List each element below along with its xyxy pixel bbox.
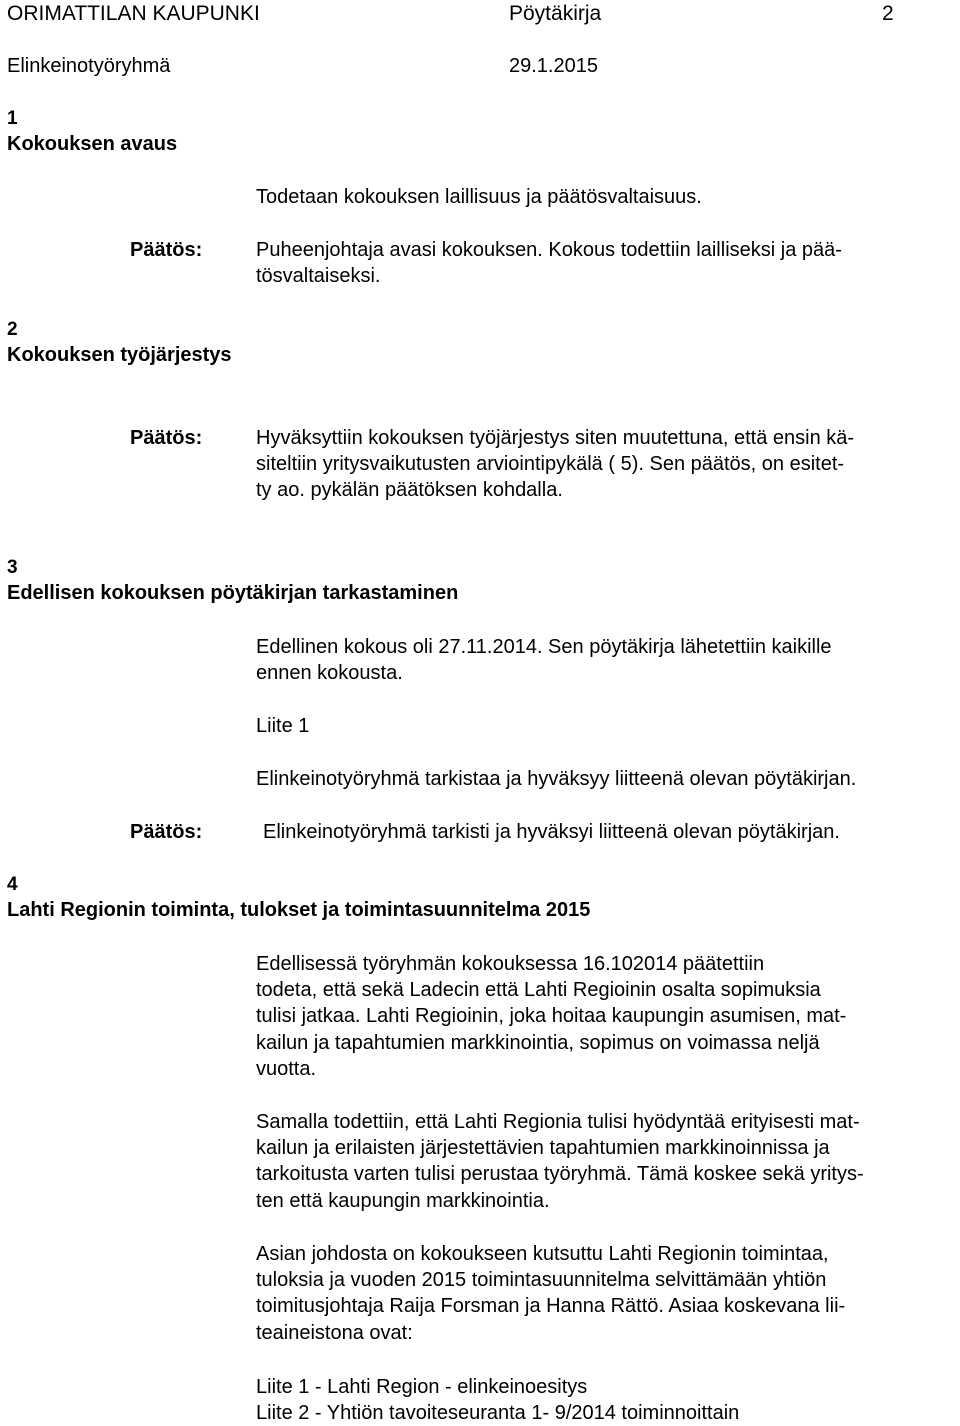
text-line: tösvaltaiseksi. — [256, 265, 381, 288]
section-3-decision-label: Päätös: — [130, 821, 203, 843]
text-line: Puheenjohtaja avasi kokouksen. Kokous todettiin lailliseksi ja pää- — [256, 239, 842, 261]
text-line: siteltiin yritysvaikutusten arviointipykälä ( 5). Sen päätös, on esitet- — [256, 453, 845, 476]
section-3-number: 3 — [7, 557, 18, 578]
text-line: ennen kokousta. — [256, 662, 403, 685]
header-city: ORIMATTILAN KAUPUNKI — [7, 2, 260, 25]
text-line: Edellinen kokous oli 27.11.2014. Sen pöytäkirja lähetettiin kaikille — [256, 636, 832, 658]
text-line: Edellisessä työryhmän kokouksessa 16.102014 päätettiin — [256, 953, 765, 975]
section-3-text — [256, 634, 832, 686]
text-line: tulisi jatkaa. Lahti Regioinin, joka hoitaa kaupungin asumisen, mat- — [256, 1005, 847, 1028]
text-line: todeta, että sekä Ladecin että Lahti Regioinin osalta sopimuksia — [256, 979, 821, 1002]
text-line: toimitusjohtaja Raija Forsman ja Hanna Rättö. Asiaa koskevana lii- — [256, 1295, 846, 1318]
text-line: Hyväksyttiin kokouksen työjärjestys siten muutettuna, että ensin kä- — [256, 427, 855, 449]
header-date: 29.1.2015 — [509, 55, 598, 77]
header-doc-type: Pöytäkirja — [509, 2, 602, 25]
section-4-paragraph-3 — [256, 1241, 845, 1346]
section-4-title: Lahti Regionin toiminta, tulokset ja toimintasuunnitelma 2015 — [7, 899, 591, 921]
attachment-item: Liite 1 - Lahti Region - elinkeinoesitys — [256, 1376, 588, 1398]
section-4-paragraph-2 — [256, 1109, 864, 1214]
section-2-decision-label: Päätös: — [130, 427, 203, 449]
section-3-decision: Elinkeinotyöryhmä tarkisti ja hyväksyi liitteenä olevan pöytäkirjan. — [263, 821, 840, 843]
text-line: ty ao. pykälän päätöksen kohdalla. — [256, 479, 563, 502]
section-1-title: Kokouksen avaus — [7, 133, 178, 155]
text-line: tuloksia ja vuoden 2015 toimintasuunnitelma selvittämään yhtiön — [256, 1269, 827, 1292]
section-1-decision-label: Päätös: — [130, 239, 203, 261]
attachment-item: Liite 2 - Yhtiön tavoiteseuranta 1- 9/2014 toiminnoittain — [256, 1402, 740, 1425]
text-line: Samalla todettiin, että Lahti Regionia tulisi hyödyntää erityisesti mat- — [256, 1111, 860, 1133]
section-3-attachment: Liite 1 — [256, 715, 310, 737]
section-4-number: 4 — [7, 874, 18, 895]
text-line: Asian johdosta on kokoukseen kutsuttu Lahti Regionin toimintaa, — [256, 1243, 829, 1265]
section-3-proposal: Elinkeinotyöryhmä tarkistaa ja hyväksyy liitteenä olevan pöytäkirjan. — [256, 768, 857, 790]
text-line: tarkoitusta varten tulisi perustaa työryhmä. Tämä koskee sekä yritys- — [256, 1163, 864, 1186]
text-line: kailun ja erilaisten järjestettävien tapahtumien markkinoinnissa ja — [256, 1137, 830, 1160]
section-1-intro: Todetaan kokouksen laillisuus ja päätösvaltaisuus. — [256, 186, 702, 208]
text-line: ten että kaupungin markkinointia. — [256, 1189, 550, 1212]
section-1-number: 1 — [7, 108, 18, 129]
section-3-title: Edellisen kokouksen pöytäkirjan tarkastaminen — [7, 582, 459, 604]
section-2-title: Kokouksen työjärjestys — [7, 344, 232, 366]
section-2-number: 2 — [7, 319, 18, 340]
text-line: kailun ja tapahtumien markkinointia, sopimus on voimassa neljä — [256, 1031, 820, 1054]
header-page-number: 2 — [882, 2, 894, 25]
text-line: vuotta. — [256, 1057, 317, 1080]
text-line: teaineistona ovat: — [256, 1321, 413, 1344]
section-2-decision — [256, 425, 854, 504]
header-body-name: Elinkeinotyöryhmä — [7, 55, 171, 77]
section-4-paragraph-1 — [256, 951, 846, 1082]
section-4-attachments — [256, 1374, 739, 1426]
section-1-decision — [256, 237, 842, 289]
